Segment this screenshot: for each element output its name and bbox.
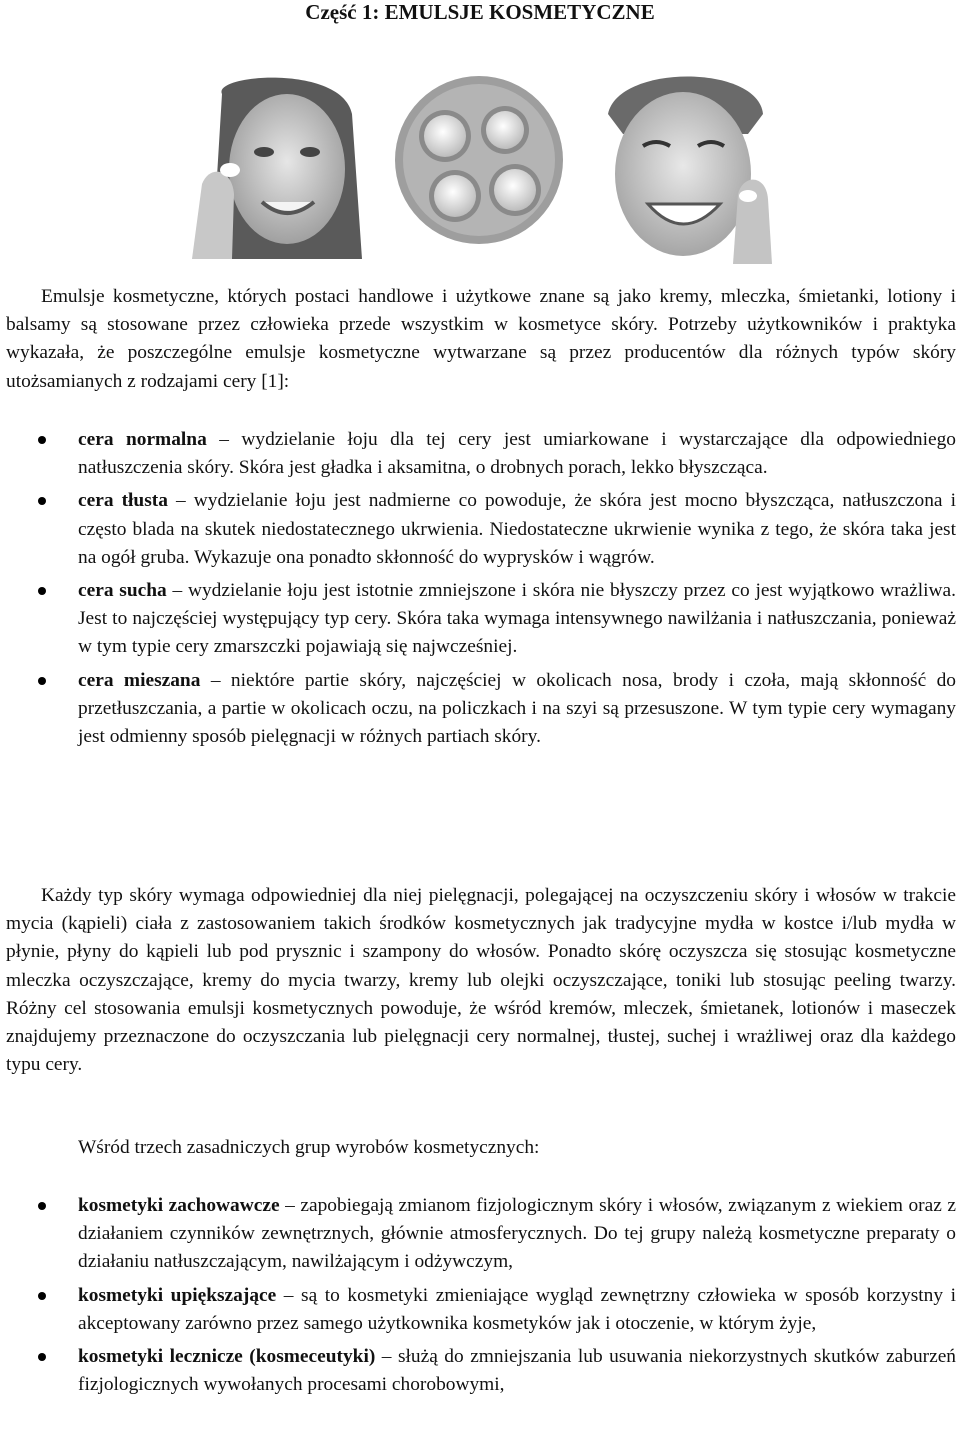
list-item-text: – wydzielanie łoju jest nadmierne co powoduje, że skóra jest mocno błyszcząca, natłuszczona i często blada na skutek niedostatecznego ukrwienia. Niedostateczne ukrwienie wynika z tego, że skóra taka jest na ogół gruba. Wykazuje ona ponadto skłonność do wyprysków i wągrów. [78,490,956,568]
groups-lead: Wśród trzech zasadniczych grup wyrobów kosmetycznych: [78,1137,540,1158]
list-item [6,667,956,752]
list-item [6,1343,956,1399]
photo-strip [0,74,960,264]
face-photo-left [192,74,370,259]
list-item [6,1192,956,1277]
list-item [6,1282,956,1338]
list-item-text: – wydzielanie łoju dla tej cery jest umiarkowane i wystarczające dla odpowiedniego natłuszczenia skóry. Skóra jest gładka i aksamitna, o drobnych porach, lekko błyszcząca. [78,429,956,479]
intro-paragraph: Emulsje kosmetyczne, których postaci handlowe i użytkowe znane są jako kremy, mleczka, śmietanki, lotiony i balsamy są stosowane przez człowieka przede wszystkim w kosmetyce skóry. Potrzeby użytkowników i praktyka wykazała, że poszczególne emulsje kosmetyczne wytwarzane są przez producentów dla różnych typów skóry utożsamianych z rodzajami cery [1]: [6,286,956,392]
list-item-text: – niektóre partie skóry, najczęściej w okolicach nosa, brody i czoła, mają skłonność do przetłuszczania, a partie w okolicach oczu, na policzkach i na szyi są przesuszone. W tym typie cery wymagany jest odmienny sposób pielęgnacji w różnych partiach skóry. [78,669,957,748]
list-item-term: kosmetyki zachowawcze [78,1195,280,1216]
list-item [6,426,956,482]
skin-types-list [6,426,956,756]
list-item-term: cera tłusta [78,490,168,512]
cream-jars-photo [393,74,565,246]
list-item-text: – wydzielanie łoju jest istotnie zmniejszone i skóra nie błyszczy przez co jest wyjątkowo wrażliwa. Jest to najczęściej występujący typ cery. Skóra taka wymaga intensywnego nawilżania i natłuszczania, ponieważ w tym typie cery zmarszczki pojawiają się najwcześniej. [78,580,956,658]
care-paragraph: Każdy typ skóry wymaga odpowiedniej dla niej pielęgnacji, polegającej na oczyszczeniu skóry i włosów w trakcie mycia (kąpieli) ciała z zastosowaniem takich środków kosmetycznych jak tradycyjne mydła w kostce i/lub mydła w płynie, płyny do kąpieli lub pod prysznic i szampony do włosów. Ponadto skórę oczyszcza się stosując kosmetyczne mleczka oczyszczające, kremy do mycia twarzy, kremy lub olejki oczyszczające, toniki lub stosując peeling twarzy. Różny cel stosowania emulsji kosmetycznych powoduje, że wśród kremów, mleczek, śmietanek, lotionów i maseczek znajdujemy przeznaczone do oczyszczania lub pielęgnacji cery normalnej, tłustej, suchej i wrażliwej oraz dla każdego typu cery. [6,885,956,1076]
list-item-term: kosmetyki lecznicze (kosmeceutyki) [78,1346,376,1368]
list-item-term: cera sucha [78,580,167,602]
list-item-term: kosmetyki upiększające [78,1284,277,1306]
list-item-text: – zapobiegają zmianom fizjologicznym skóry i włosów, związanym z wiekiem oraz z działaniem czynników zewnętrznych, głównie atmosferycznych. Do tej grupy należą kosmetyczne preparaty o działaniu natłuszczającym, nawilżającym i odżywczym, [78,1195,957,1273]
list-item [6,487,956,572]
list-item-term: cera normalna [78,429,207,450]
page-title: Część 1: EMULSJE KOSMETYCZNE [305,0,655,24]
list-item-text: – są to kosmetyki zmieniające wygląd zewnętrzny człowieka w sposób korzystny i akceptowany zarówno przez samego użytkownika kosmetyków jak i otoczenie, w którym żyje, [78,1284,956,1334]
list-item-term: cera mieszana [78,669,201,691]
cosmetic-groups-list [6,1192,956,1404]
face-photo-right [598,74,772,264]
list-item-text: – służą do zmniejszania lub usuwania niekorzystnych skutków zaburzeń fizjologicznych wywołanych procesami chorobowymi, [78,1346,957,1396]
list-item [6,577,956,662]
